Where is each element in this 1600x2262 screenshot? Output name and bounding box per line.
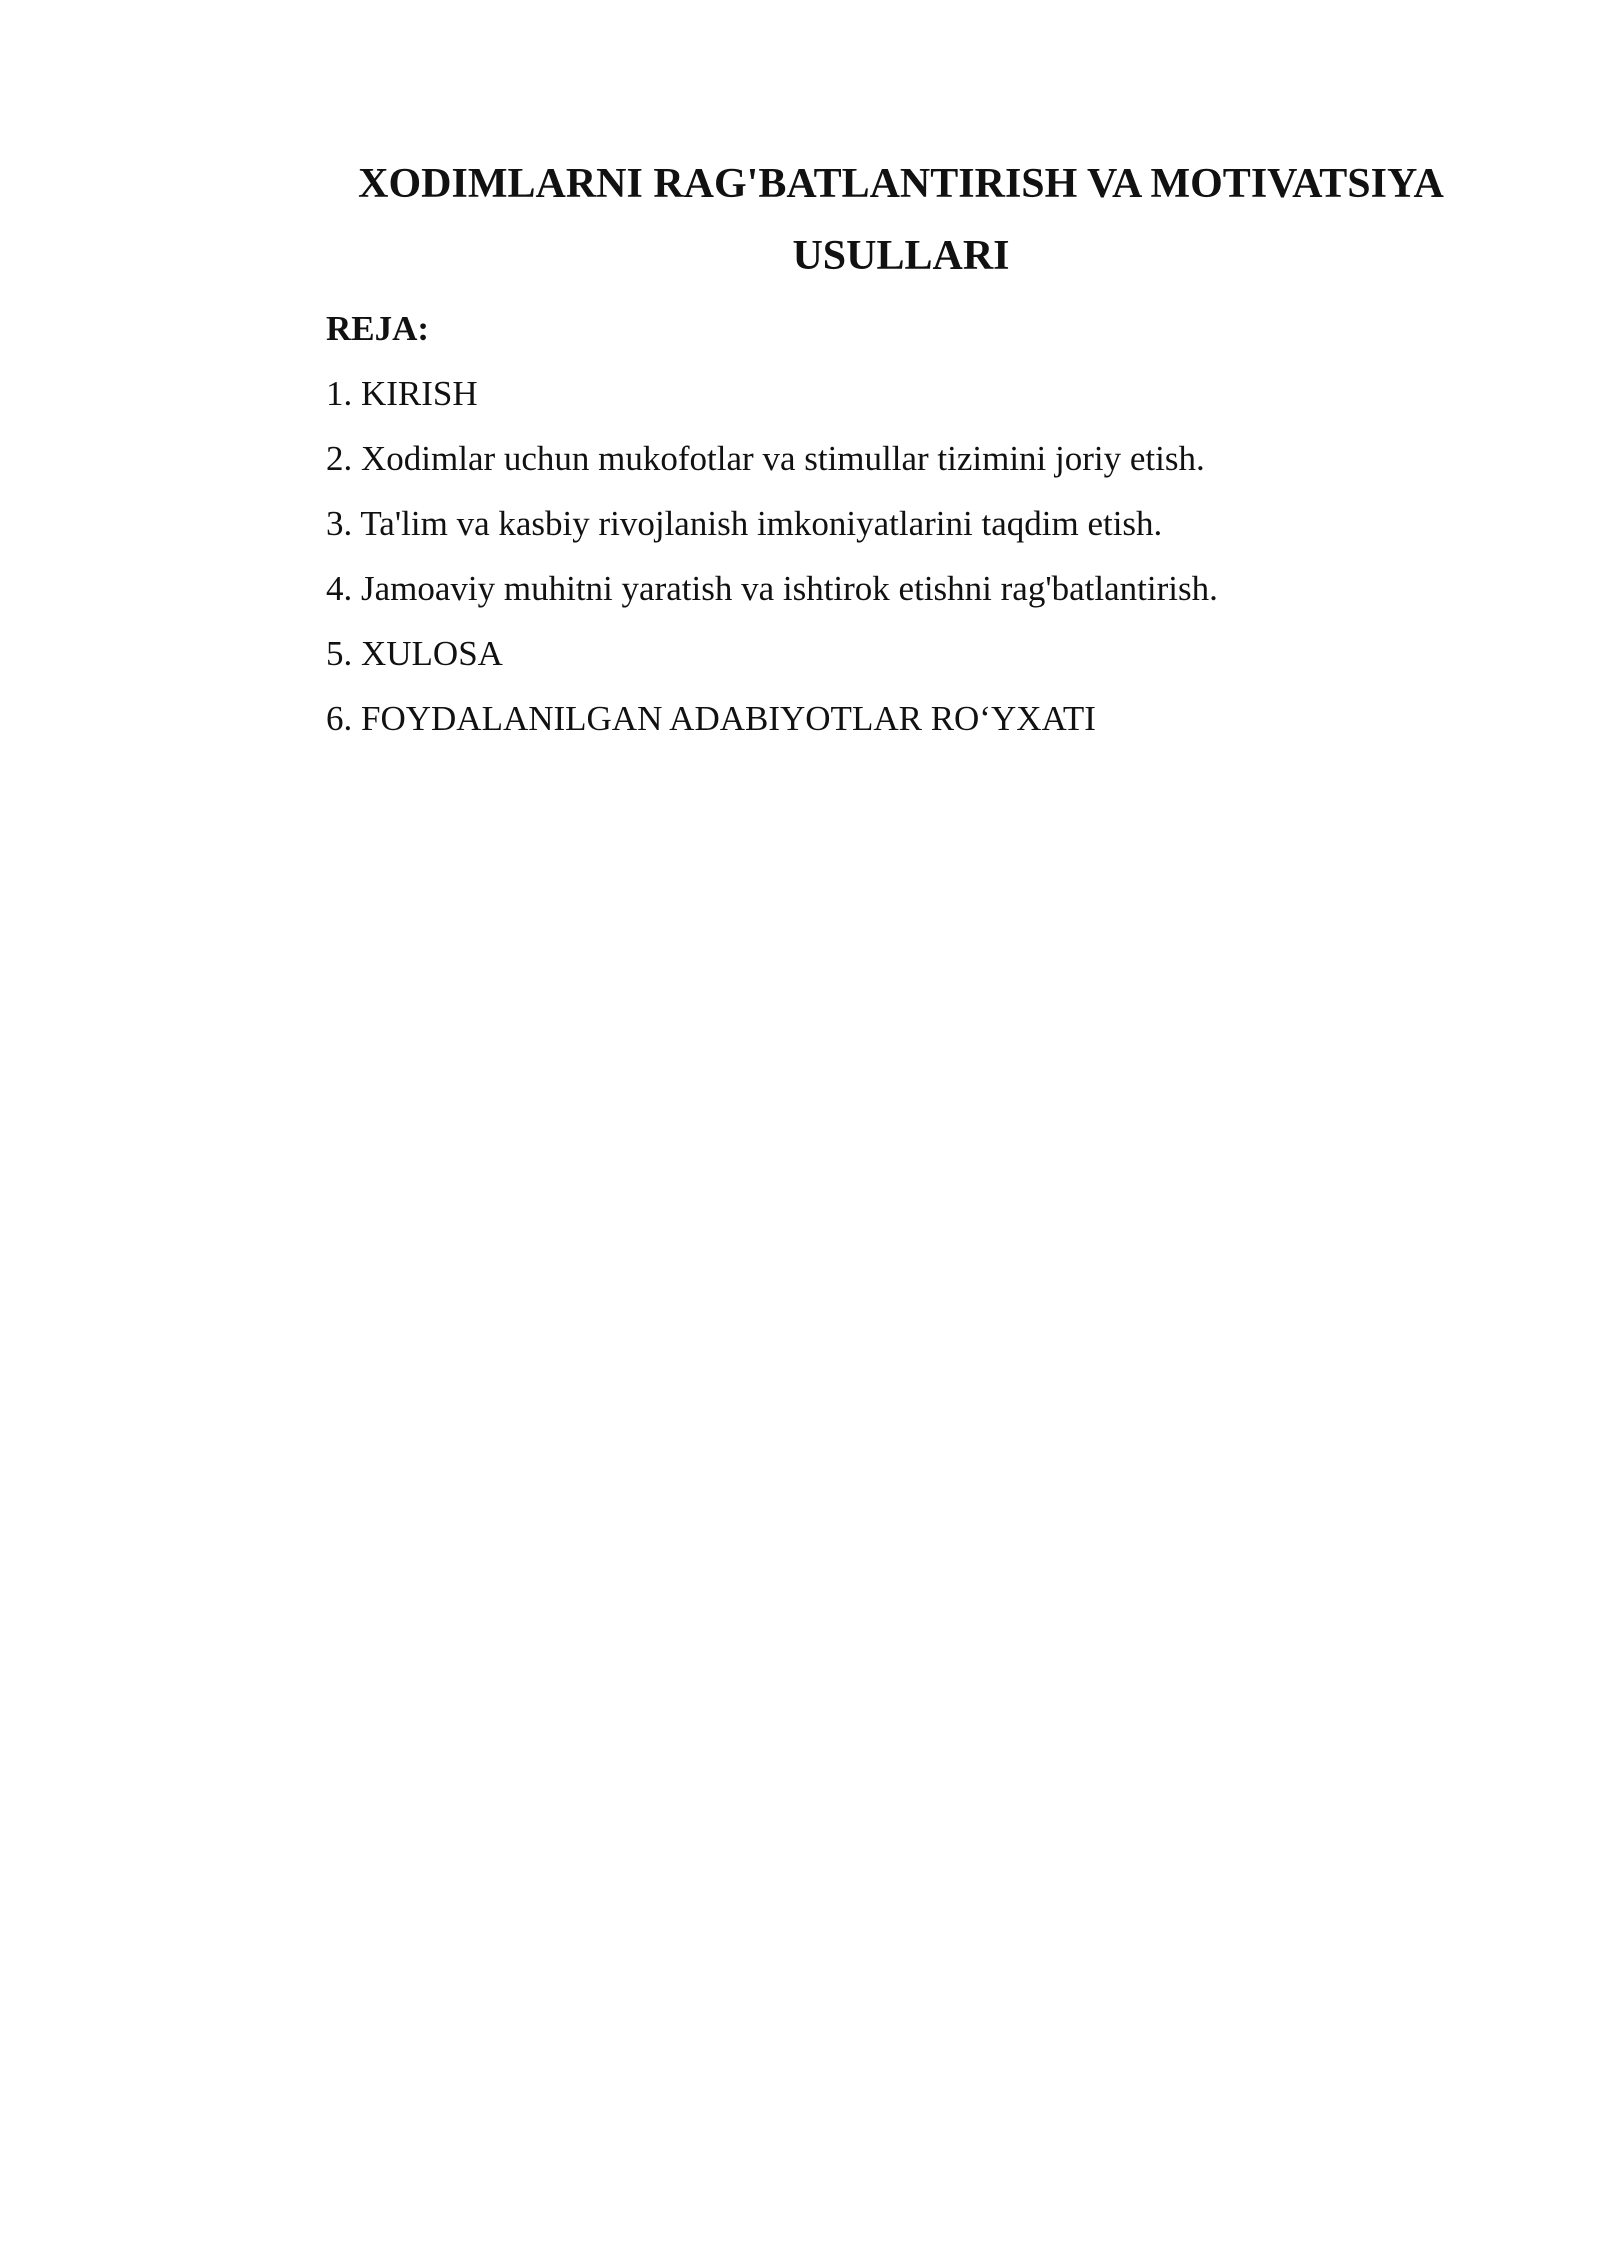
title-line-1: XODIMLARNI RAG'BATLANTIRISH VA MOTIVATSIYA [358, 161, 1444, 207]
plan-heading: REJA: [326, 309, 430, 348]
plan-item-rewards-system: 2. Xodimlar uchun mukofotlar va stimullar tizimini joriy etish. [326, 439, 1205, 478]
plan-item-references: 6. FOYDALANILGAN ADABIYOTLAR RO‘YXATI [326, 699, 1096, 738]
title-line-2: USULLARI [792, 233, 1010, 279]
document-title [326, 148, 1476, 292]
plan-list [326, 361, 1506, 751]
plan-item-conclusion: 5. XULOSA [326, 634, 503, 673]
plan-item-training-development: 3. Ta'lim va kasbiy rivojlanish imkoniyatlarini taqdim etish. [326, 504, 1163, 543]
plan-section [326, 296, 1506, 751]
plan-item-introduction: 1. KIRISH [326, 374, 478, 413]
plan-item-team-environment: 4. Jamoaviy muhitni yaratish va ishtirok etishni rag'batlantirish. [326, 569, 1218, 608]
